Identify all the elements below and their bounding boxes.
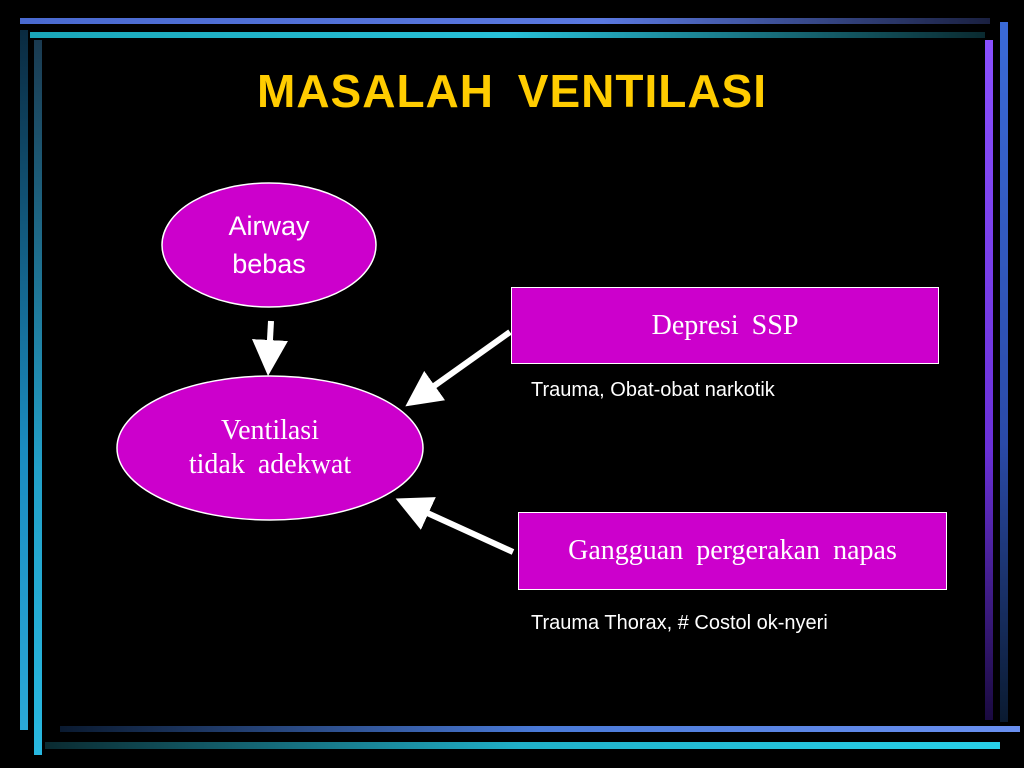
gangguan-box: Gangguan pergerakan napas (518, 512, 947, 590)
depresi-box: Depresi SSP (511, 287, 939, 364)
arrow-gangguan-to-ventilasi (412, 506, 513, 552)
airway-node-line2: bebas (232, 249, 306, 279)
ventilasi-node-line2: tidak adekwat (188, 449, 352, 480)
airway-node (162, 205, 376, 285)
ventilasi-node-line1: Ventilasi (221, 415, 319, 446)
arrow-depresi-to-ventilasi (420, 332, 510, 396)
gangguan-note: Trauma Thorax, # Costol ok-nyeri (531, 612, 828, 634)
slide-title: MASALAH VENTILASI (257, 65, 767, 117)
arrow-airway-to-ventilasi (269, 321, 271, 358)
depresi-note: Trauma, Obat-obat narkotik (531, 379, 775, 401)
ventilasi-node (117, 413, 423, 483)
airway-node-line1: Airway (228, 211, 310, 241)
